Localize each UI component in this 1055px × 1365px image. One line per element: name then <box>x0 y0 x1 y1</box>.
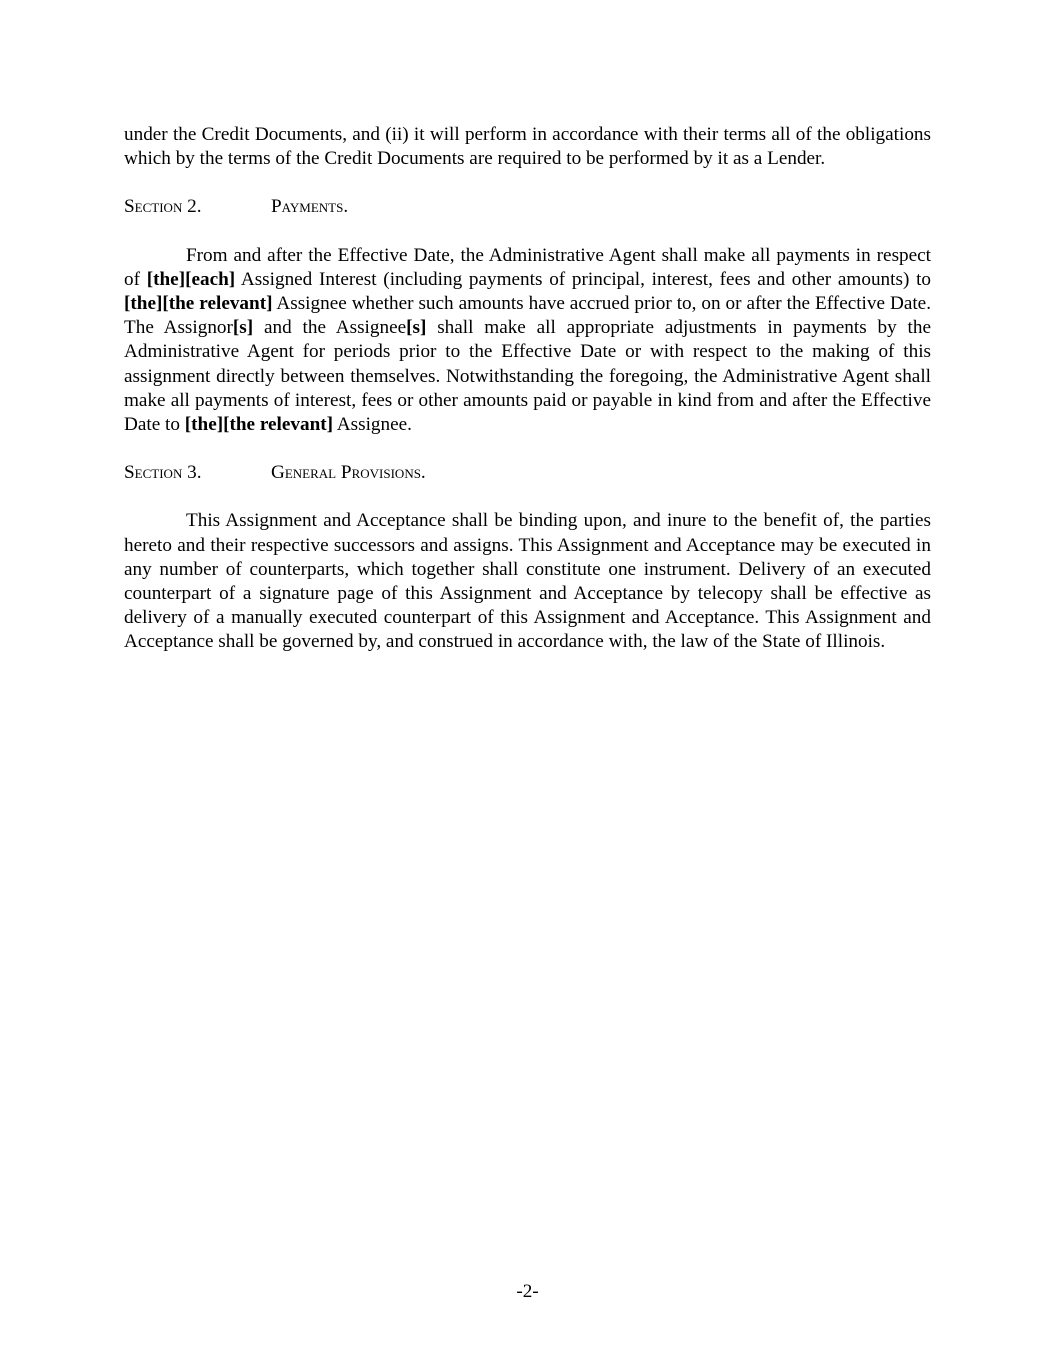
text-run: From and after the Effective Date, the Administrative Agent shall make all payments in respect of <box>124 244 931 290</box>
bracket-term: [s] <box>406 317 427 339</box>
page-number: -2- <box>516 1281 539 1302</box>
section-2-number: Section 2. <box>124 196 202 218</box>
spacer <box>124 220 931 244</box>
bracket-term: [s] <box>232 317 254 339</box>
text-run: and the Assignee <box>253 317 407 339</box>
spacer <box>124 437 931 461</box>
section-3-heading <box>124 461 931 485</box>
section-2-title: Payments. <box>271 196 349 218</box>
spacer <box>124 485 931 509</box>
spacer <box>124 171 931 195</box>
document-page <box>124 123 931 655</box>
text-run: Assignee whether such amounts have accrued prior to, on or after the Effective Date. The Assignor <box>124 293 931 339</box>
section-3-number: Section 3. <box>124 462 202 484</box>
section-2-heading <box>124 195 931 219</box>
text-run: shall make all appropriate adjustments in payments by the Administrative Agent for periods prior to the Effective Date or with respect to the making of this assignment directly between themselves. Notwithstanding the foregoing, the Administrative Agent shall make all payments of interest, fees or other amounts paid or payable in kind from and after the Effective Date to <box>124 317 931 436</box>
bracket-term: [the][the relevant] <box>184 414 334 436</box>
section-3-paragraph: This Assignment and Acceptance shall be binding upon, and inure to the benefit of, the parties hereto and their respective successors and assigns. This Assignment and Acceptance may be executed in any number of counterparts, which together shall constitute one instrument. Delivery of an executed counterpart of a signature page of this Assignment and Acceptance by telecopy shall be effective as delivery of a manually executed counterpart of this Assignment and Acceptance. This Assignment and Acceptance shall be governed by, and construed in accordance with, the law of the State of Illinois. <box>124 510 931 653</box>
section-2-paragraph <box>124 244 931 438</box>
bracket-term: [the][each] <box>146 268 236 290</box>
text-run: Assigned Interest (including payments of principal, interest, fees and other amounts) to <box>235 268 931 290</box>
bracket-term: [the][the relevant] <box>124 293 273 315</box>
section-3-title: General Provisions. <box>271 462 426 484</box>
intro-paragraph: under the Credit Documents, and (ii) it will perform in accordance with their terms all of the obligations which by the terms of the Credit Documents are required to be performed by it as a Lender. <box>124 124 931 170</box>
text-run: Assignee. <box>333 414 412 436</box>
